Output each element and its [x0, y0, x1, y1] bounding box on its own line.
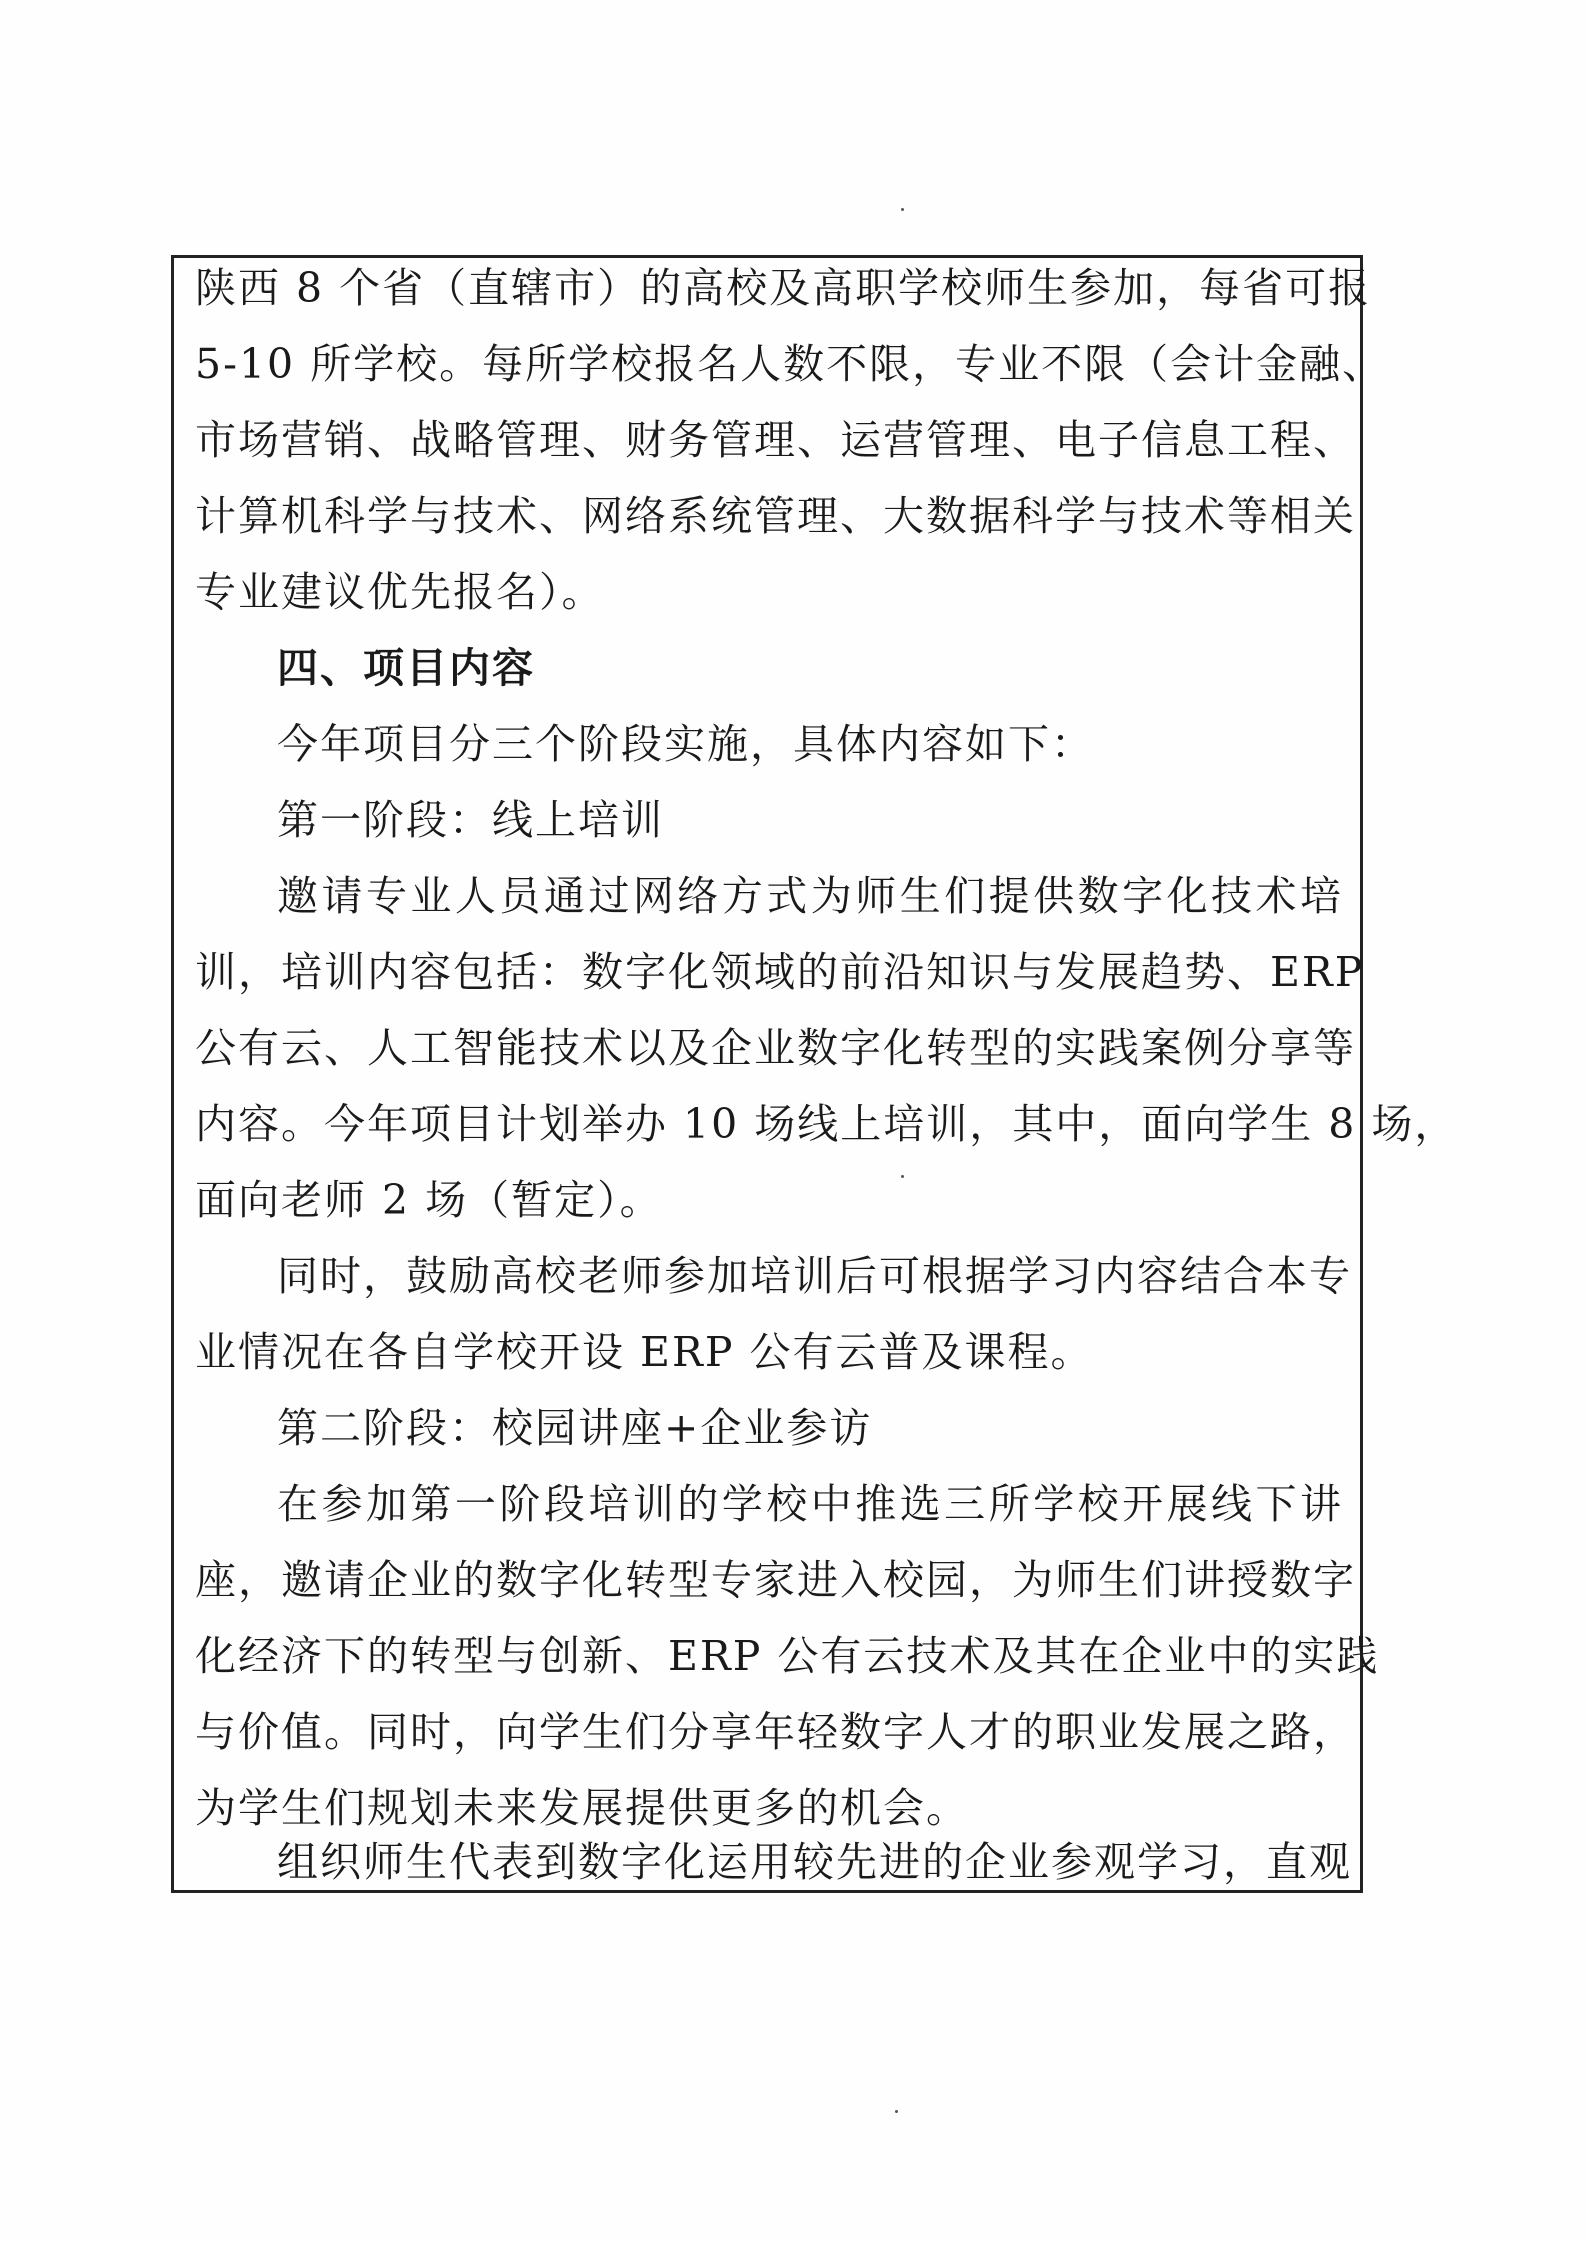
body-text-line: 业情况在各自学校开设 ERP 公有云普及课程。 — [195, 1328, 1094, 1376]
body-text-line: 同时，鼓励高校老师参加培训后可根据学习内容结合本专 — [277, 1252, 1352, 1300]
body-text-line: 陕西 8 个省（直辖市）的高校及高职学校师生参加，每省可报 — [195, 264, 1372, 312]
body-text-line: 公有云、人工智能技术以及企业数字化转型的实践案例分享等 — [195, 1024, 1356, 1072]
body-text-line: 邀请专业人员通过网络方式为师生们提供数字化技术培 — [277, 872, 1343, 920]
body-text-line: 今年项目分三个阶段实施，具体内容如下： — [277, 720, 1094, 768]
scan-speck — [901, 208, 904, 211]
body-text-line: 为学生们规划未来发展提供更多的机会。 — [195, 1784, 969, 1832]
phase-heading: 第一阶段：线上培训 — [277, 796, 664, 844]
body-text-line: 面向老师 2 场（暂定）。 — [195, 1176, 663, 1224]
section-heading: 四、项目内容 — [277, 644, 535, 692]
body-text-line: 5-10 所学校。每所学校报名人数不限，专业不限（会计金融、 — [195, 340, 1386, 388]
scan-speck — [895, 2110, 898, 2113]
body-text-line: 计算机科学与技术、网络系统管理、大数据科学与技术等相关 — [195, 492, 1356, 540]
body-text-line: 市场营销、战略管理、财务管理、运营管理、电子信息工程、 — [195, 416, 1356, 464]
body-text-line: 与价值。同时，向学生们分享年轻数字人才的职业发展之路， — [195, 1708, 1356, 1756]
body-text-line: 训，培训内容包括：数字化领域的前沿知识与发展趋势、ERP — [195, 948, 1365, 996]
body-text-line: 专业建议优先报名）。 — [195, 568, 605, 616]
body-text-line: 座，邀请企业的数字化转型专家进入校园，为师生们讲授数字 — [195, 1556, 1356, 1604]
body-text-line: 化经济下的转型与创新、ERP 公有云技术及其在企业中的实践 — [195, 1632, 1380, 1680]
body-text-line: 组织师生代表到数字化运用较先进的企业参观学习，直观 — [277, 1838, 1352, 1886]
phase-heading: 第二阶段：校园讲座+企业参访 — [277, 1404, 873, 1452]
body-text-line: 在参加第一阶段培训的学校中推选三所学校开展线下讲 — [277, 1480, 1343, 1528]
body-text-line: 内容。今年项目计划举办 10 场线上培训，其中，面向学生 8 场， — [195, 1100, 1458, 1148]
